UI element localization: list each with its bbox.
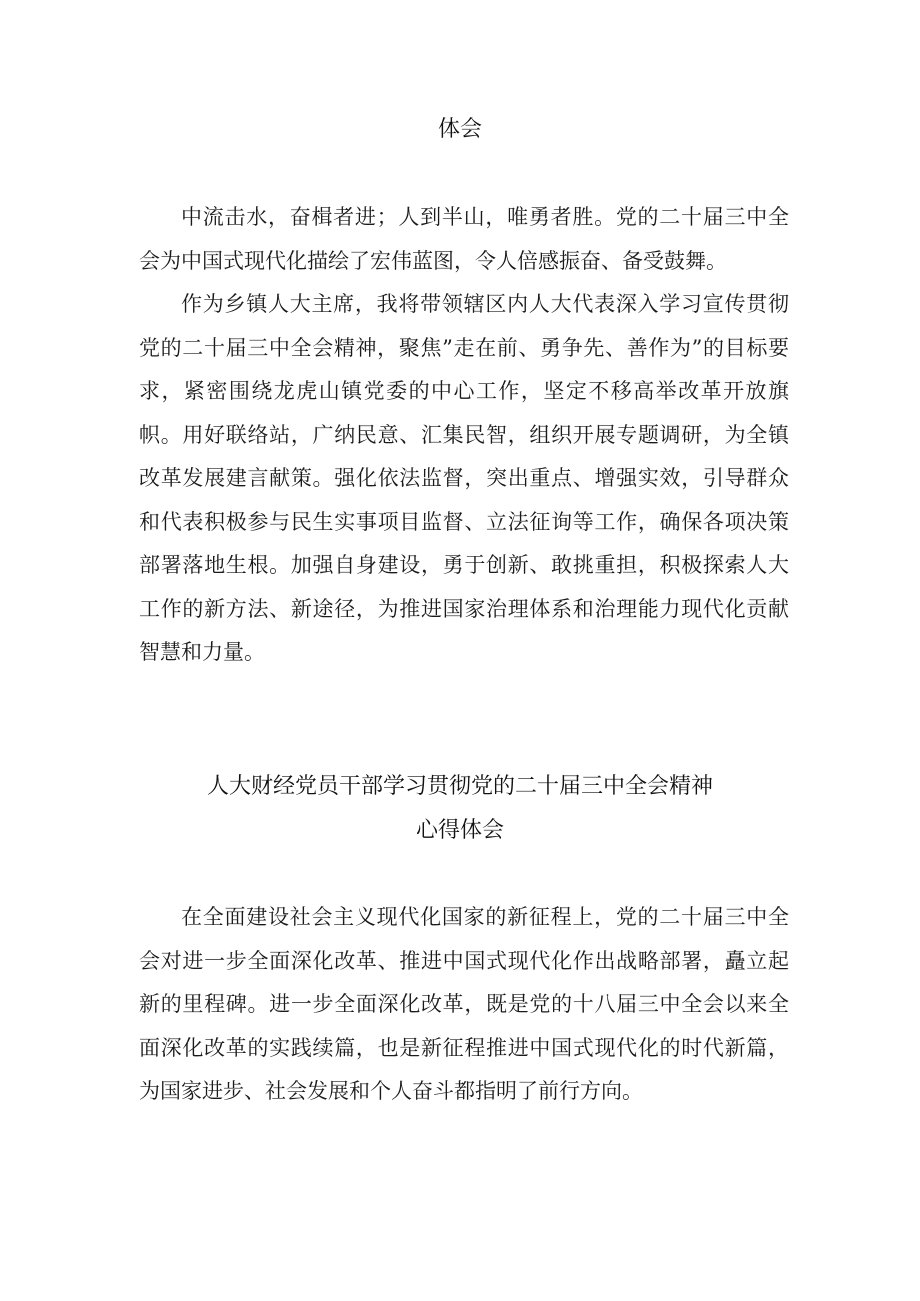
section2-title-line2: 心得体会 [415,818,504,843]
section2-paragraph-1: 在全面建设社会主义现代化国家的新征程上，党的二十届三中全会对进一步全面深化改革、推进中国式现代化作出战略部署，矗立起新的里程碑。进一步全面深化改革，既是党的十八届三中全会以来全面深化改革的实践续篇，也是新征程推进中国式现代化的时代新篇，为国家进步、社会发展和个人奋斗都指明了前行方向。 [139,905,789,1103]
section1-paragraph-1: 中流击水，奋楫者进；人到半山，唯勇者胜。党的二十届三中全会为中国式现代化描绘了宏伟蓝图，令人倍感振奋、备受鼓舞。 [139,205,789,273]
section1-body [139,196,789,675]
section1-heading-tail: 体会 [437,117,482,142]
section1-paragraph-2: 作为乡镇人大主席，我将带领辖区内人大代表深入学习宣传贯彻党的二十届三中全会精神，聚焦”走在前、勇争先、善作为”的目标要求，紧密围绕龙虎山镇党委的中心工作，坚定不移高举改革开放旗帜。用好联络站，广纳民意、汇集民智，组织开展专题调研，为全镇改革发展建言献策。强化依法监督，突出重点、增强实效，引导群众和代表积极参与民生实事项目监督、立法征询等工作，确保各项决策部署落地生根。加强自身建设，勇于创新、敢挑重担，积极探索人大工作的新方法、新途径，为推进国家治理体系和治理能力现代化贡献智慧和力量。 [139,292,789,664]
section2-body [139,896,789,1114]
section2-title-line1: 人大财经党员干部学习贯彻党的二十届三中全会精神 [206,774,713,799]
